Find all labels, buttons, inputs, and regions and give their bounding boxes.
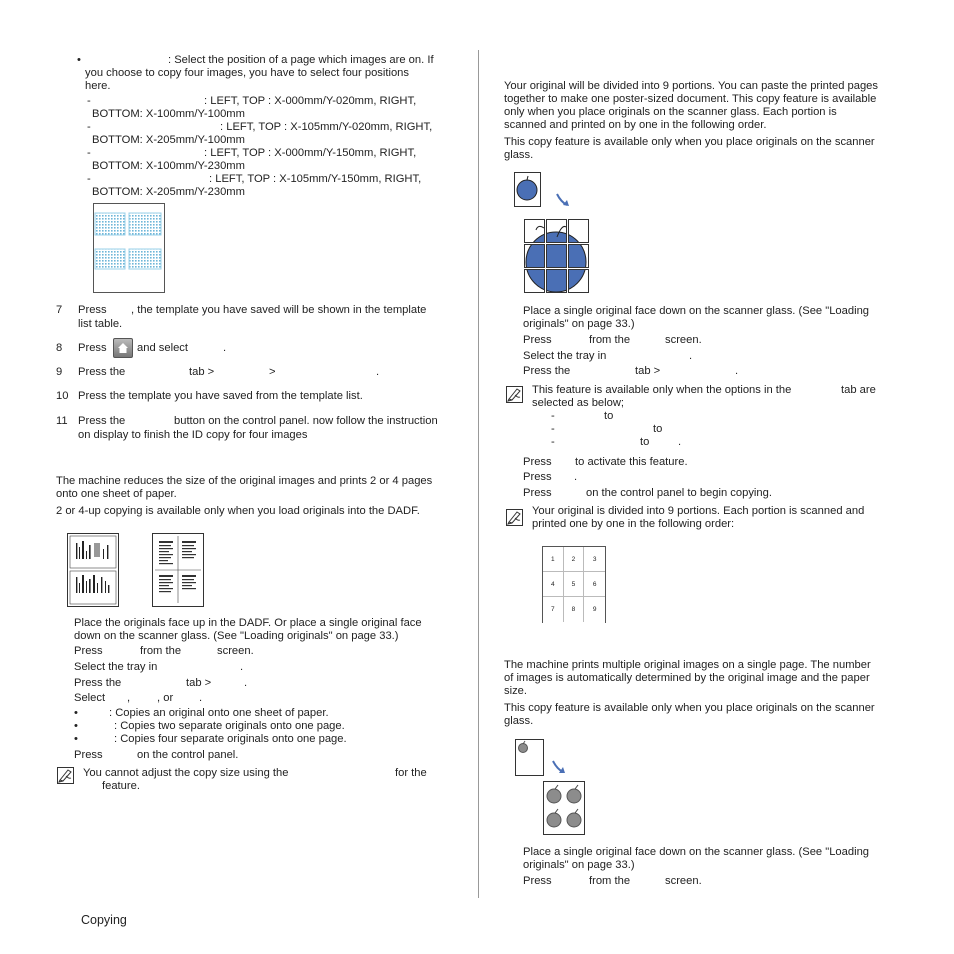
nup-step1-l1: Place the originals face up in the DADF. Or place a single original face <box>74 617 422 629</box>
poster-step6-a: Press <box>523 471 552 483</box>
poster-step3-b: . <box>689 350 693 362</box>
clone-illustration <box>515 739 587 837</box>
clone-availability-l2: glass. <box>504 715 534 727</box>
nup-step4-b: tab > <box>186 677 212 689</box>
nup-step5-a: Select <box>74 692 106 704</box>
pos3-l2: BOTTOM: X-100mm/Y-230mm <box>92 160 245 172</box>
pos2-l1: : LEFT, TOP : X-105mm/Y-020mm, RIGHT, <box>220 121 433 133</box>
poster-note1-d3-b: . <box>678 436 682 448</box>
dash: - <box>87 147 91 159</box>
order-grid <box>542 546 606 623</box>
nup-step2-b: from the <box>140 645 182 657</box>
nup-step5-c: , or <box>157 692 174 704</box>
poster-note1-d2: to <box>653 423 663 435</box>
grid-cell: 7 <box>543 597 564 622</box>
bullet-dot: • <box>77 54 81 66</box>
poster-intro-l4: scanned and printed on by one in the following order. <box>504 119 767 131</box>
step7-text-b: , the template you have saved will be shown in the template <box>131 304 427 316</box>
step8-text-c: . <box>223 342 227 354</box>
poster-step7-b: on the control panel to begin copying. <box>586 487 772 499</box>
note-icon <box>506 509 523 526</box>
dash: - <box>87 95 91 107</box>
nup-step3-a: Select the tray in <box>74 661 158 673</box>
poster-intro-l1: Your original will be divided into 9 portions. You can paste the printed pages <box>504 80 879 92</box>
step-number: 10 <box>56 390 69 402</box>
nup-availability: 2 or 4-up copying is available only when you load originals into the DADF. <box>56 505 420 517</box>
nup-step5-d: . <box>199 692 203 704</box>
poster-note1-d3-a: to <box>640 436 650 448</box>
note-icon <box>57 767 74 784</box>
dash: - <box>551 436 555 448</box>
grid-cell: 3 <box>584 547 605 572</box>
clone-step2-b: from the <box>589 875 631 887</box>
step7-text-c: list table. <box>78 318 123 330</box>
step-number: 8 <box>56 342 63 354</box>
note-icon <box>506 386 523 403</box>
step-number: 7 <box>56 304 63 316</box>
step9-text-d: . <box>376 366 380 378</box>
poster-step4-b: tab > <box>635 365 661 377</box>
pos4-l1: : LEFT, TOP : X-105mm/Y-150mm, RIGHT, <box>209 173 422 185</box>
nup-illustration <box>67 533 207 608</box>
pos3-l1: : LEFT, TOP : X-000mm/Y-150mm, RIGHT, <box>204 147 417 159</box>
clone-intro-l2: of images is automatically determined by the original image and the paper <box>504 672 870 684</box>
step-number: 9 <box>56 366 63 378</box>
nup-step6-a: Press <box>74 749 103 761</box>
poster-step2-b: from the <box>589 334 631 346</box>
poster-step2-c: screen. <box>665 334 702 346</box>
poster-note1-l1-b: tab are <box>841 384 876 396</box>
nup-intro-l2: onto one sheet of paper. <box>56 488 177 500</box>
nup-note-l1-b: for the <box>395 767 427 779</box>
grid-cell: 5 <box>564 572 585 597</box>
grid-cell: 6 <box>584 572 605 597</box>
nup-step6-b: on the control panel. <box>137 749 239 761</box>
nup-bullet3: : Copies four separate originals onto one page. <box>114 733 347 745</box>
nup-intro-l1: The machine reduces the size of the original images and prints 2 or 4 pages <box>56 475 433 487</box>
step8-text-a: Press <box>78 342 107 354</box>
poster-note2-l1: Your original is divided into 9 portions. Each portion is scanned and <box>532 505 865 517</box>
poster-illustration <box>514 172 594 300</box>
clone-intro-l1: The machine prints multiple original images on a single page. The number <box>504 659 871 671</box>
bullet-dot: • <box>74 733 78 745</box>
position-desc-l1: : Select the position of a page which images are on. If <box>168 54 434 66</box>
poster-step7-a: Press <box>523 487 552 499</box>
nup-step2-a: Press <box>74 645 103 657</box>
step8-text-b: and select <box>137 342 188 354</box>
poster-availability-l2: glass. <box>504 149 534 161</box>
poster-step3-a: Select the tray in <box>523 350 607 362</box>
nup-step5-b: , <box>127 692 131 704</box>
step11-text-b: button on the control panel. now follow the instruction <box>174 415 438 427</box>
poster-step1-l2: originals" on page 33.) <box>523 318 635 330</box>
step10-text: Press the template you have saved from the template list. <box>78 390 363 402</box>
clone-step2-a: Press <box>523 875 552 887</box>
nup-step4-a: Press the <box>74 677 122 689</box>
dash: - <box>87 173 91 185</box>
pos4-l2: BOTTOM: X-205mm/Y-230mm <box>92 186 245 198</box>
nup-bullet2: : Copies two separate originals onto one page. <box>114 720 345 732</box>
footer-section-label: Copying <box>81 913 127 927</box>
poster-step4-c: . <box>735 365 739 377</box>
pos1-l2: BOTTOM: X-100mm/Y-100mm <box>92 108 245 120</box>
nup-step2-c: screen. <box>217 645 254 657</box>
poster-note1-d1: to <box>604 410 614 422</box>
nup-step4-c: . <box>244 677 248 689</box>
bullet-dot: • <box>74 707 78 719</box>
grid-cell: 2 <box>564 547 585 572</box>
step11-text-a: Press the <box>78 415 126 427</box>
grid-cell: 4 <box>543 572 564 597</box>
dash: - <box>87 121 91 133</box>
clone-step2-c: screen. <box>665 875 702 887</box>
position-desc-l2: you choose to copy four images, you have to select four positions <box>85 67 410 79</box>
position-desc-l3: here. <box>85 80 111 92</box>
clone-step1-l1: Place a single original face down on the scanner glass. (See "Loading <box>523 846 870 858</box>
step9-text-a: Press the <box>78 366 126 378</box>
grid-cell: 8 <box>564 597 585 622</box>
nup-step1-l2: down on the scanner glass. (See "Loading originals" on page 33.) <box>74 630 399 642</box>
dash: - <box>551 423 555 435</box>
poster-step4-a: Press the <box>523 365 571 377</box>
poster-step5-b: to activate this feature. <box>575 456 688 468</box>
poster-availability-l1: This copy feature is available only when you place originals on the scanner <box>504 136 875 148</box>
poster-step5-a: Press <box>523 456 552 468</box>
step9-text-b: tab > <box>189 366 215 378</box>
poster-note1-l2: selected as below; <box>532 397 625 409</box>
home-icon <box>113 338 133 358</box>
nup-note-l1-a: You cannot adjust the copy size using the <box>83 767 289 779</box>
column-divider <box>478 50 479 898</box>
grid-cell: 1 <box>543 547 564 572</box>
grid-cell: 9 <box>592 606 597 613</box>
clone-intro-l3: size. <box>504 685 528 697</box>
step9-text-c: > <box>269 366 276 378</box>
poster-step6-b: . <box>574 471 578 483</box>
nup-note-l2: feature. <box>102 780 140 792</box>
pos2-l2: BOTTOM: X-205mm/Y-100mm <box>92 134 245 146</box>
step11-text-c: on display to finish the ID copy for four images <box>78 429 308 441</box>
poster-step1-l1: Place a single original face down on the scanner glass. (See "Loading <box>523 305 870 317</box>
pos1-l1: : LEFT, TOP : X-000mm/Y-020mm, RIGHT, <box>204 95 417 107</box>
poster-intro-l2: together to make one poster-sized document. This copy feature is available <box>504 93 877 105</box>
poster-note2-l2: printed one by one in the following order: <box>532 518 735 530</box>
nup-bullet1: : Copies an original onto one sheet of paper. <box>109 707 329 719</box>
step7-text-a: Press <box>78 304 107 316</box>
nup-step3-b: . <box>240 661 244 673</box>
dash: - <box>551 410 555 422</box>
poster-note1-l1-a: This feature is available only when the options in the <box>532 384 792 396</box>
poster-step2-a: Press <box>523 334 552 346</box>
bullet-dot: • <box>74 720 78 732</box>
step-number: 11 <box>56 415 68 427</box>
clone-availability-l1: This copy feature is available only when you place originals on the scanner <box>504 702 875 714</box>
clone-step1-l2: originals" on page 33.) <box>523 859 635 871</box>
poster-intro-l3: only when you place originals on the scanner glass. Each portion is <box>504 106 837 118</box>
four-position-illustration <box>93 203 165 293</box>
